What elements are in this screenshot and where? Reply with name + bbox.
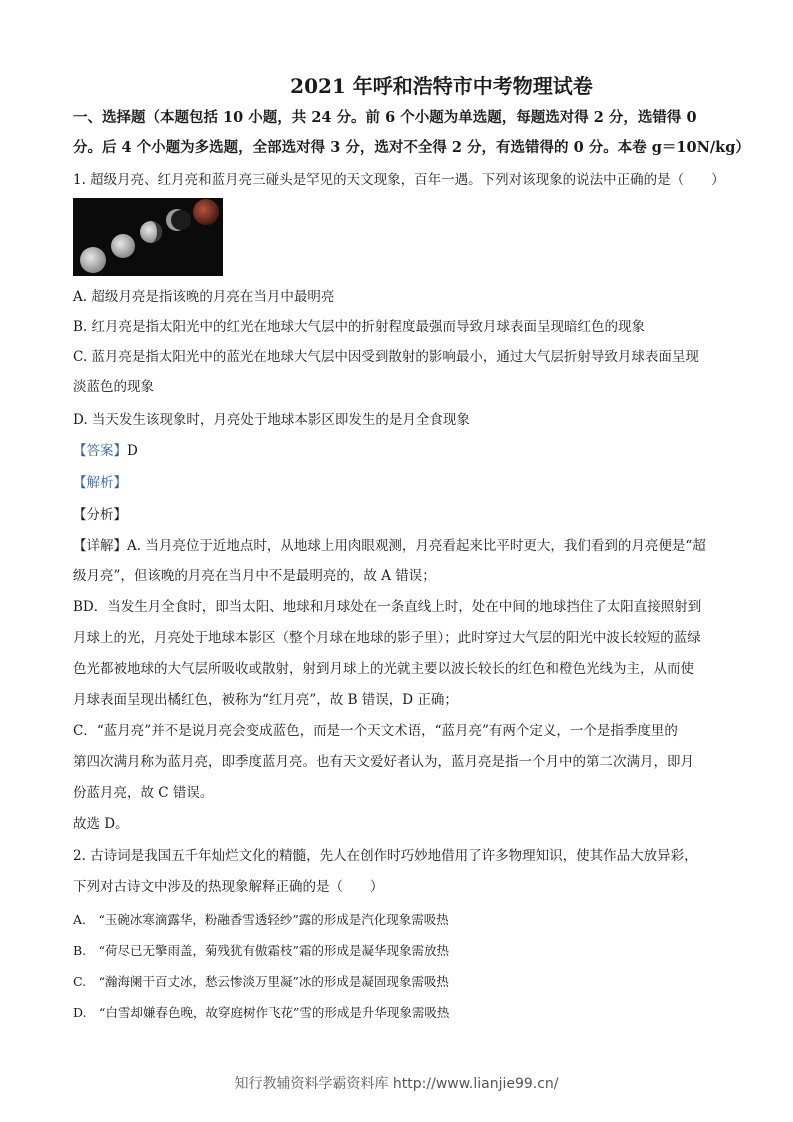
q1-option-b: B. 红月亮是指太阳光中的红光在地球大气层中的折射程度最强而导致月球表面呈现暗红色的现象 [73, 319, 646, 335]
q2-option-d: D. “白雪却嫌春色晚，故穿庭树作飞花”雪的形成是升华现象需吸热 [73, 1005, 450, 1020]
page-title: 2021 年呼和浩特市中考物理试卷 [290, 74, 593, 98]
detail-line-10: 故选 D。 [73, 816, 129, 832]
q2-option-a: A. “玉碗冰寒滴露华，粉融香雪透轻纱”露的形成是汽化现象需吸热 [73, 912, 449, 927]
detail-line-3: BD．当发生月全食时，即当太阳、地球和月球处在一条直线上时，处在中间的地球挡住了太阳直接照射到 [73, 599, 702, 615]
q1-option-c-line-2: 淡蓝色的现象 [73, 379, 154, 395]
section-heading-line-2: 分。后 4 个小题为多选题，全部选对得 3 分，选对不全得 2 分，有选错得的 0 分。本卷 g＝10N/kg） [73, 139, 750, 156]
detail-line-5: 色光都被地球的大气层所吸收或散射，射到月球上的光就主要以波长较长的红色和橙色光线为主，从而使 [73, 661, 694, 677]
detail-line-9: 份蓝月亮，故 C 错误。 [73, 785, 214, 801]
q1-stem: 1. 超级月亮、红月亮和蓝月亮三碰头是罕见的天文现象，百年一遇。下列对该现象的说法中正确的是（ ） [73, 172, 725, 188]
answer-tag: 【答案】 [73, 443, 127, 459]
detail-line-6: 月球表面呈现出橘红色，被称为“红月亮”，故 B 错误，D 正确； [73, 692, 458, 708]
q1-option-d: D. 当天发生该现象时，月亮处于地球本影区即发生的是月全食现象 [73, 412, 470, 428]
analysis-tag: 【解析】 [73, 475, 127, 491]
section-heading-line-1: 一、选择题（本题包括 10 小题，共 24 分。前 6 个小题为单选题，每题选对得 2 分，选错得 0 [73, 109, 697, 126]
detail-line-1 [73, 536, 733, 556]
lunar-eclipse-image [73, 198, 223, 276]
detail-tag: 【详解】 [73, 538, 127, 554]
detail-line-4: 月球上的光，月亮处于地球本影区（整个月球在地球的影子里）；此时穿过大气层的阳光中波长较短的蓝绿 [73, 630, 701, 646]
q1-option-a: A. 超级月亮是指该晚的月亮在当月中最明亮 [73, 289, 335, 305]
q1-option-c-line-1: C. 蓝月亮是指太阳光中的蓝光在地球大气层中因受到散射的影响最小，通过大气层折射导致月球表面呈现 [73, 349, 699, 365]
moon-phases-illustration [73, 198, 223, 276]
footer-watermark: 知行教辅资料学霸资料库 http://www.lianjie99.cn/ [234, 1076, 559, 1092]
detail-line-8: 第四次满月称为蓝月亮，即季度蓝月亮。也有天文爱好者认为，蓝月亮是指一个月中的第二次满月，即月 [73, 754, 694, 770]
answer-value: D [127, 443, 138, 459]
q2-option-b: B. “荷尽已无擎雨盖，菊残犹有傲霜枝”霜的形成是凝华现象需放热 [73, 943, 449, 958]
analysis-label: 【分析】 [73, 507, 127, 523]
q2-stem-line-2: 下列对古诗文中涉及的热现象解释正确的是（ ） [73, 879, 384, 895]
detail-text-1: A. 当月亮位于近地点时，从地球上用肉眼观测，月亮看起来比平时更大，我们看到的月亮便是“超 [127, 538, 706, 554]
q2-option-c: C. “瀚海阑干百丈冰，愁云惨淡万里凝”冰的形成是凝固现象需吸热 [73, 974, 449, 989]
q2-stem-line-1: 2. 古诗词是我国五千年灿烂文化的精髓，先人在创作时巧妙地借用了许多物理知识，使其作品大放异彩， [73, 848, 698, 864]
detail-line-7: C．“蓝月亮”并不是说月亮会变成蓝色，而是一个天文术语，“蓝月亮”有两个定义，一个是指季度里的 [73, 723, 678, 739]
q1-answer-row [73, 441, 733, 461]
detail-line-2: 级月亮”，但该晚的月亮在当月中不是最明亮的，故 A 错误； [73, 568, 436, 584]
